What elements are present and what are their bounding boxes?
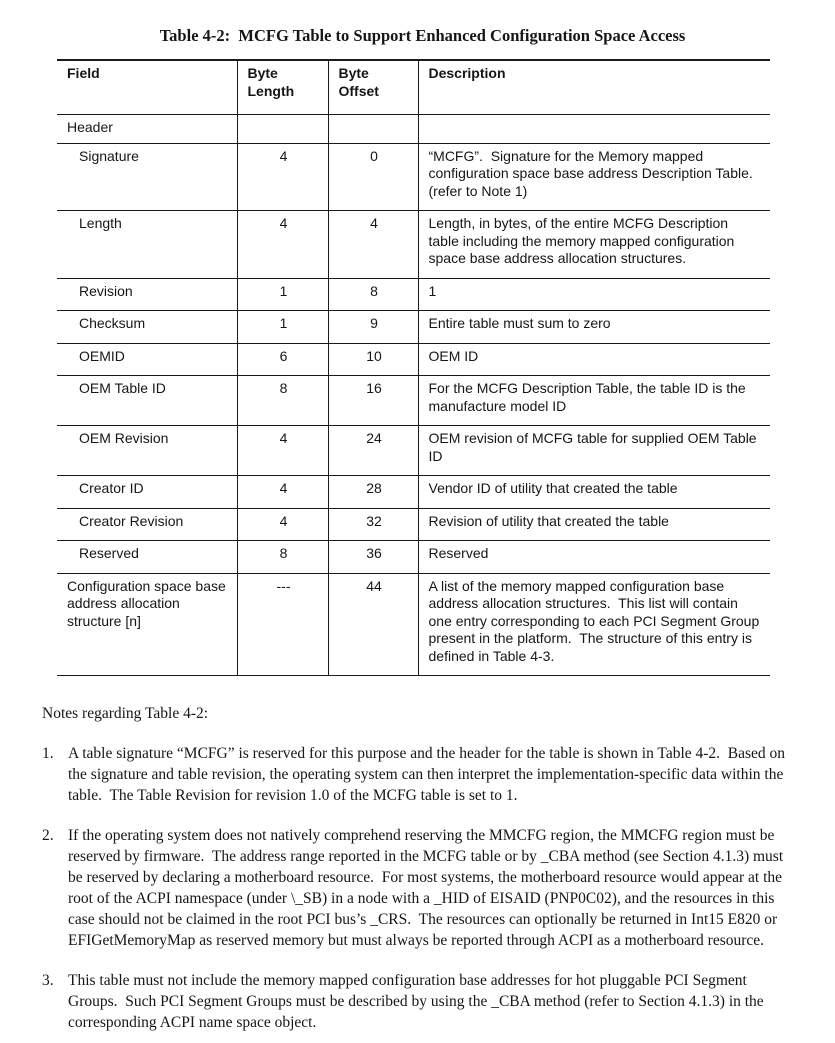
cell-description: Length, in bytes, of the entire MCFG Description table including the memory mapped configuration space base address allocation structures. (418, 211, 770, 279)
column-header-byte-offset: Byte Offset (328, 60, 418, 115)
note-text: This table must not include the memory mapped configuration base addresses for hot pluggable PCI Segment Groups. Such PCI Segment Groups must be described by using the _CBA method (refer to Section 4.1.3) in the corresponding ACPI name space object. (68, 972, 768, 1031)
cell-field: OEM Table ID (57, 376, 237, 426)
note-item-3 (42, 970, 793, 1033)
table-header-row (57, 60, 770, 115)
cell-description: A list of the memory mapped configuration base address allocation structures. This list will contain one entry corresponding to each PCI Segment Group present in the platform. The structure of this entry is defined in Table 4-3. (418, 573, 770, 676)
table-caption: Table 4-2: MCFG Table to Support Enhanced Configuration Space Access (159, 26, 686, 45)
cell-field: Reserved (57, 541, 237, 574)
cell-description: 1 (418, 278, 770, 311)
column-header-byte-length: Byte Length (237, 60, 328, 115)
mcfg-table (57, 59, 770, 676)
cell-field: Signature (57, 143, 237, 211)
note-item-2 (42, 825, 793, 951)
cell-byte-offset: 10 (328, 343, 418, 376)
cell-description: Vendor ID of utility that created the table (418, 476, 770, 509)
cell-byte-length: 4 (237, 508, 328, 541)
cell-byte-length: --- (237, 573, 328, 676)
cell-byte-length: 4 (237, 143, 328, 211)
cell-byte-offset: 0 (328, 143, 418, 211)
cell-byte-offset: 36 (328, 541, 418, 574)
table-row-creator-revision (57, 508, 770, 541)
note-text: If the operating system does not natively comprehend reserving the MMCFG region, the MMCFG region must be reserved by firmware. The address range reported in the MCFG table or by _CBA method (see Section 4.1.3) must be reserved by declaring a motherboard resource. For most systems, the motherboard resource would appear at the root of the ACPI namespace (under \_SB) in a node with a _HID of EISAID (PNP0C02), and the resources in this case should not be claimed in the root PCI bus’s _CRS. The resources can optionally be returned in Int15 E820 or EFIGetMemoryMap as reserved memory but must always be reported through ACPI as a motherboard resource. (68, 827, 788, 949)
cell-description (418, 115, 770, 144)
cell-byte-length: 1 (237, 311, 328, 344)
note-number: 2. (42, 827, 54, 844)
table-row-oem-revision (57, 426, 770, 476)
cell-byte-length: 8 (237, 376, 328, 426)
cell-field: Creator Revision (57, 508, 237, 541)
cell-byte-length: 4 (237, 476, 328, 509)
cell-byte-offset: 32 (328, 508, 418, 541)
table-row-header-group (57, 115, 770, 144)
cell-description: Revision of utility that created the table (418, 508, 770, 541)
note-number: 1. (42, 745, 54, 762)
cell-byte-offset: 28 (328, 476, 418, 509)
cell-field: OEM Revision (57, 426, 237, 476)
cell-description: OEM revision of MCFG table for supplied OEM Table ID (418, 426, 770, 476)
cell-byte-length: 8 (237, 541, 328, 574)
table-row-reserved (57, 541, 770, 574)
notes-heading: Notes regarding Table 4-2: (42, 705, 209, 722)
cell-byte-offset: 16 (328, 376, 418, 426)
cell-description: Entire table must sum to zero (418, 311, 770, 344)
table-row-length (57, 211, 770, 279)
cell-field: Header (57, 115, 237, 144)
cell-field: Checksum (57, 311, 237, 344)
cell-byte-length: 4 (237, 426, 328, 476)
column-header-description: Description (418, 60, 770, 115)
note-item-1 (42, 743, 793, 806)
cell-byte-offset: 9 (328, 311, 418, 344)
table-row-config-space-structure (57, 573, 770, 676)
cell-byte-length (237, 115, 328, 144)
cell-byte-length: 6 (237, 343, 328, 376)
cell-description: Reserved (418, 541, 770, 574)
cell-byte-length: 1 (237, 278, 328, 311)
cell-field: Configuration space base address allocation structure [n] (57, 573, 237, 676)
table-row-checksum (57, 311, 770, 344)
table-row-revision (57, 278, 770, 311)
cell-byte-offset: 4 (328, 211, 418, 279)
cell-byte-offset: 44 (328, 573, 418, 676)
table-row-creator-id (57, 476, 770, 509)
column-header-field: Field (67, 65, 100, 81)
cell-byte-length: 4 (237, 211, 328, 279)
cell-field: Revision (57, 278, 237, 311)
note-text: A table signature “MCFG” is reserved for this purpose and the header for the table is shown in Table 4-2. Based on the signature and table revision, the operating system can then interpret the implementation-specific data within the table. The Table Revision for revision 1.0 of the MCFG table is set to 1. (68, 745, 789, 804)
cell-byte-offset (328, 115, 418, 144)
note-number: 3. (42, 972, 54, 989)
cell-field: OEMID (57, 343, 237, 376)
cell-description: OEM ID (418, 343, 770, 376)
cell-byte-offset: 8 (328, 278, 418, 311)
table-row-oem-table-id (57, 376, 770, 426)
table-row-signature (57, 143, 770, 211)
cell-description: “MCFG”. Signature for the Memory mapped configuration space base address Description Table. (refer to Note 1) (418, 143, 770, 211)
cell-field: Length (57, 211, 237, 279)
cell-description: For the MCFG Description Table, the table ID is the manufacture model ID (418, 376, 770, 426)
cell-field: Creator ID (57, 476, 237, 509)
table-row-oemid (57, 343, 770, 376)
cell-byte-offset: 24 (328, 426, 418, 476)
